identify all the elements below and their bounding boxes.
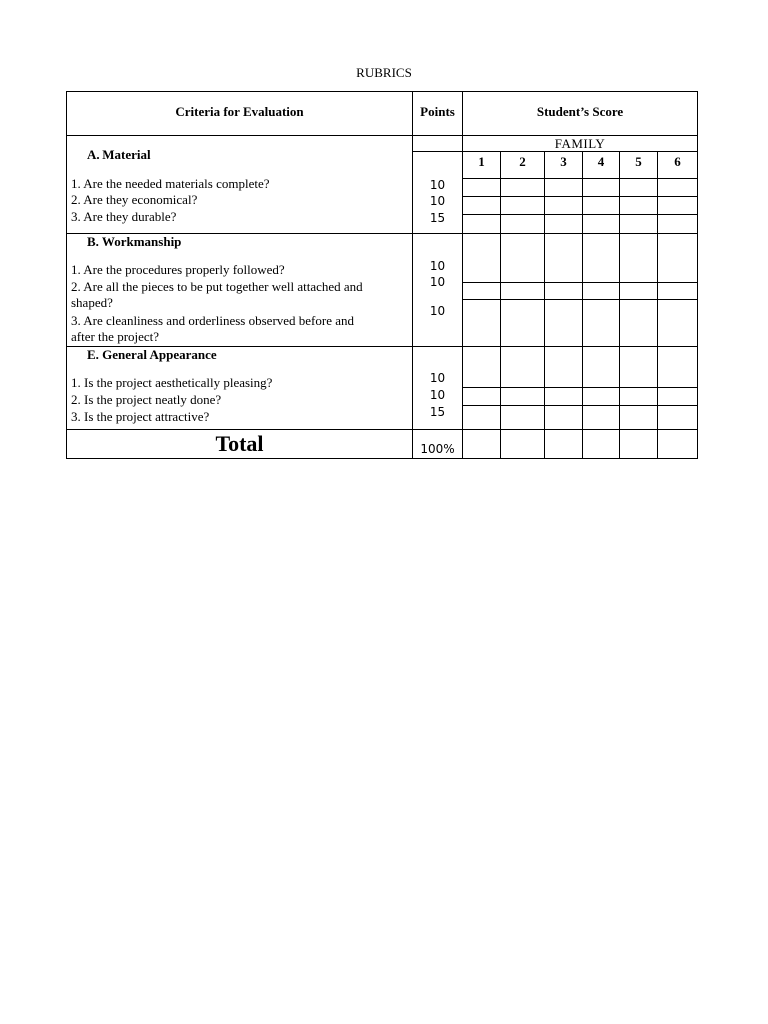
row-divider [462,282,698,283]
header-points: Points [420,104,455,119]
number-row-divider [462,178,698,179]
points-value: 10 [429,304,446,318]
criteria-item: 2. Are all the pieces to be put together well attached and [71,279,363,294]
row-divider [462,196,698,197]
criteria-item-cont: shaped? [71,295,113,310]
points-value: 10 [429,194,446,208]
table-border-left [66,91,67,459]
row-divider [462,299,698,300]
criteria-item: 2. Is the project neatly done? [71,392,222,407]
family-number: 5 [635,154,642,169]
row-divider [462,214,698,215]
header-criteria: Criteria for Evaluation [175,104,304,119]
table-border-top [66,91,698,92]
criteria-item: 1. Is the project aesthetically pleasing? [71,375,273,390]
col-divider-family-2 [544,151,545,459]
col-divider-family-4 [619,151,620,459]
family-number: 1 [478,154,485,169]
row-divider [462,405,698,406]
total-label: Total [215,431,264,456]
points-value: 10 [429,275,446,289]
points-value: 15 [429,211,446,225]
family-number: 2 [519,154,526,169]
criteria-item-cont: after the project? [71,329,160,344]
criteria-item: 3. Are cleanliness and orderliness observed before and [71,313,355,328]
criteria-item: 2. Are they economical? [71,192,198,207]
points-value: 10 [429,388,446,402]
col-divider-family-5 [657,151,658,459]
col-divider-family-1 [500,151,501,459]
section-heading-general-appearance: E. General Appearance [87,347,217,362]
row-divider [462,387,698,388]
table-border-right [697,91,698,459]
criteria-item: 1. Are the needed materials complete? [71,176,270,191]
total-row-divider [66,429,698,430]
criteria-item: 3. Is the project attractive? [71,409,210,424]
table-border-bottom [66,458,698,459]
total-points: 100% [420,442,455,456]
header-family: FAMILY [554,136,606,151]
section-heading-material: A. Material [87,147,151,162]
page-title: RUBRICS [356,65,412,80]
family-number: 4 [597,154,605,169]
family-number: 3 [560,154,567,169]
criteria-item: 3. Are they durable? [71,209,177,224]
section-heading-workmanship: B. Workmanship [87,234,182,249]
points-value: 15 [429,405,446,419]
points-value: 10 [429,178,446,192]
col-divider-family-3 [582,151,583,459]
family-number: 6 [674,154,681,169]
points-value: 10 [429,259,446,273]
header-student-score: Student’s Score [536,104,624,119]
points-value: 10 [429,371,446,385]
criteria-item: 1. Are the procedures properly followed? [71,262,285,277]
